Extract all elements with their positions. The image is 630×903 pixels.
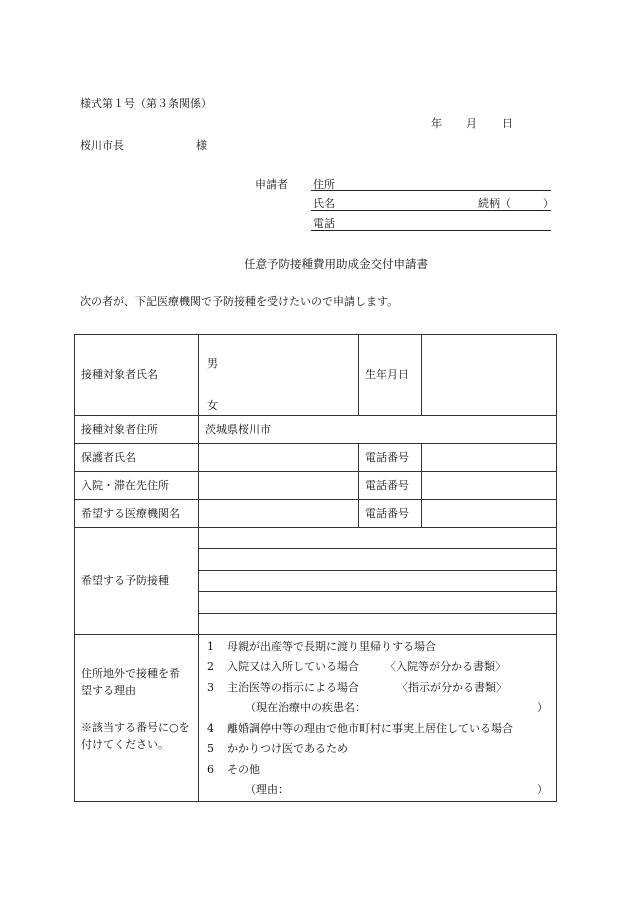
reason-num: 1 (207, 639, 214, 653)
intro-text: 次の者が、下記医療機関で予防接種を受けたいので申請します。 (80, 295, 399, 308)
birthdate-label: 生年月日 (359, 335, 422, 416)
reason-label-line1: 住所地外で接種を希 (81, 666, 180, 680)
clinic-phone-value[interactable] (422, 500, 557, 528)
reason-doc: 〈入院等が分かる書類〉 (385, 660, 506, 674)
document-title: 任意予防接種費用助成金交付申請書 (244, 257, 428, 271)
reason-label-line2: 望する理由 (81, 683, 136, 697)
reason-note-line2: 付けてください。 (81, 737, 169, 751)
date-year-label: 年 (431, 117, 442, 130)
reason-disease-close: ） (537, 701, 548, 715)
reason-doc: 〈指示が分かる書類〉 (397, 680, 507, 694)
reason-disease-line[interactable] (207, 698, 550, 719)
reason-num: 2 (207, 660, 214, 674)
hospital-phone-value[interactable] (422, 472, 557, 500)
vaccine-line[interactable] (199, 549, 556, 570)
reason-row (75, 634, 557, 801)
reason-text: かかりつけ医であるため (227, 742, 348, 756)
reason-item-1[interactable] (207, 637, 550, 658)
clinic-row (75, 500, 557, 528)
addressee: 桜川市長 (80, 139, 124, 152)
phone-underline (311, 230, 551, 231)
guardian-phone-value[interactable] (422, 444, 557, 472)
vaccine-row (75, 528, 557, 635)
clinic-phone-label: 電話番号 (359, 500, 422, 528)
vaccine-lines (199, 528, 557, 635)
reason-num: 6 (207, 762, 214, 776)
clinic-label: 希望する医療機関名 (75, 500, 199, 528)
hospital-address-row (75, 472, 557, 500)
subject-name-row (75, 335, 557, 416)
guardian-label: 保護者氏名 (75, 444, 199, 472)
clinic-value[interactable] (199, 500, 359, 528)
reason-text: その他 (227, 762, 260, 776)
sex-female[interactable]: 女 (207, 399, 218, 412)
address-underline (311, 190, 551, 191)
subject-name-label: 接種対象者氏名 (75, 335, 199, 416)
reason-item-6[interactable] (207, 760, 550, 781)
sex-male[interactable]: 男 (207, 357, 218, 370)
applicant-relation-close: ） (543, 197, 554, 210)
birthdate-value[interactable] (422, 335, 557, 416)
vaccine-line[interactable] (199, 571, 556, 592)
subject-address-value[interactable]: 茨城県桜川市 (199, 416, 557, 444)
date-month-label: 月 (466, 117, 477, 130)
reason-num: 4 (207, 721, 214, 735)
applicant-address-label: 住所 (313, 178, 335, 191)
reason-disease-label: （現在治療中の疾患名： (245, 701, 366, 715)
guardian-phone-label: 電話番号 (359, 444, 422, 472)
vaccine-line[interactable] (199, 614, 556, 634)
vaccine-line[interactable] (199, 528, 556, 549)
reason-other-close: ） (537, 783, 548, 797)
form-number: 様式第１号（第３条関係） (80, 97, 212, 110)
vaccine-line[interactable] (199, 592, 556, 613)
subject-address-label: 接種対象者住所 (75, 416, 199, 444)
applicant-label: 申請者 (255, 178, 288, 191)
addressee-honorific: 様 (196, 139, 207, 152)
applicant-relation-label: 続柄（ (478, 197, 511, 210)
hospital-address-label: 入院・滞在先住所 (75, 472, 199, 500)
guardian-row (75, 444, 557, 472)
reason-label-cell (75, 634, 199, 801)
application-form-table (74, 334, 557, 802)
reason-item-2[interactable] (207, 657, 550, 678)
applicant-name-label: 氏名 (313, 197, 335, 210)
subject-address-row (75, 416, 557, 444)
name-underline (311, 210, 551, 211)
vaccine-label: 希望する予防接種 (75, 528, 199, 635)
reason-list (199, 634, 557, 801)
reason-text: 母親が出産等で長期に渡り里帰りする場合 (227, 639, 436, 653)
applicant-phone-label: 電話 (313, 217, 335, 230)
guardian-value[interactable] (199, 444, 359, 472)
date-day-label: 日 (502, 117, 513, 130)
hospital-address-value[interactable] (199, 472, 359, 500)
reason-text: 入院又は入所している場合 (227, 660, 359, 674)
reason-other-line[interactable] (207, 780, 550, 801)
reason-num: 5 (207, 742, 214, 756)
hospital-phone-label: 電話番号 (359, 472, 422, 500)
reason-item-5[interactable] (207, 739, 550, 760)
reason-other-label: （理由： (245, 783, 289, 797)
reason-note-line1: ※該当する番号に○を (81, 720, 190, 734)
reason-text: 主治医等の指示による場合 (227, 680, 359, 694)
subject-name-cell[interactable] (199, 335, 359, 416)
reason-num: 3 (207, 680, 214, 694)
reason-text: 離婚調停中等の理由で他市町村に事実上居住している場合 (227, 721, 513, 735)
reason-item-3[interactable] (207, 678, 550, 699)
reason-item-4[interactable] (207, 719, 550, 740)
